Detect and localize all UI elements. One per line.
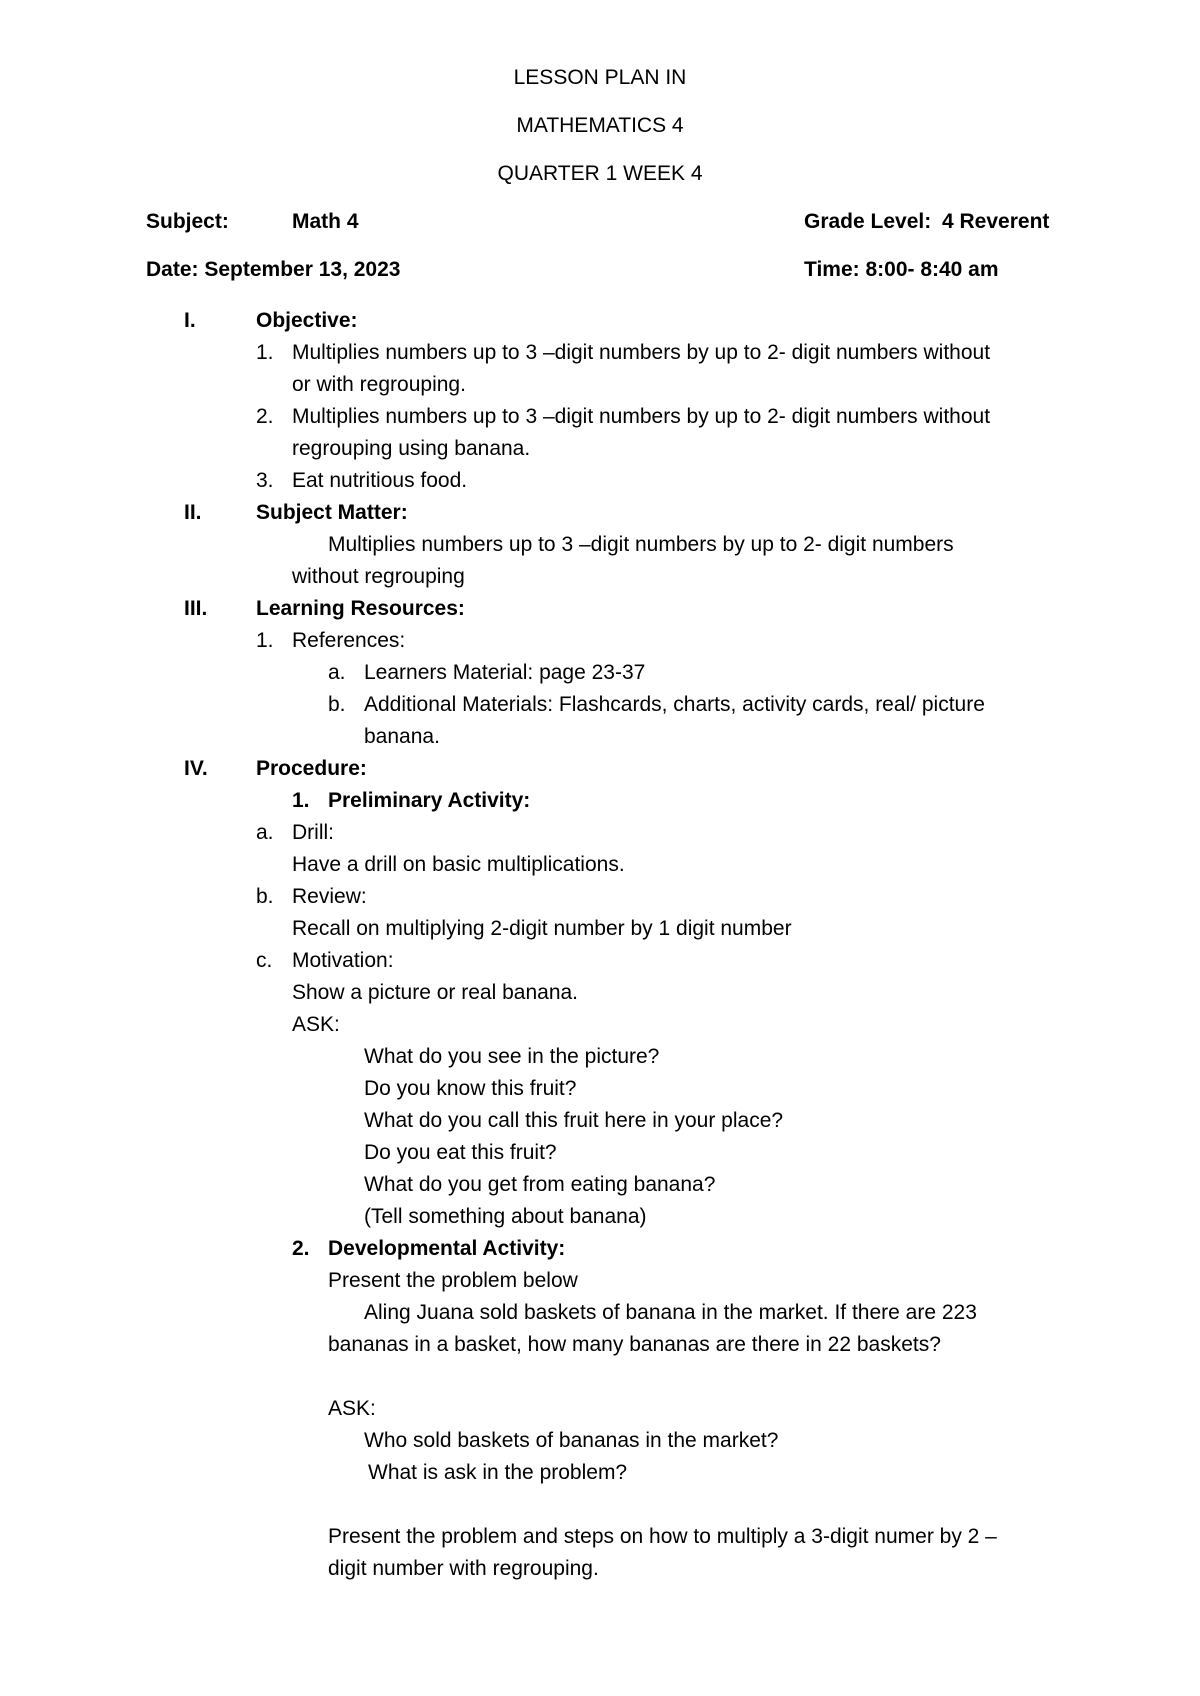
question-3: What do you call this fruit here in your place? (364, 1109, 784, 1132)
grade-level-value: 4 Reverent (942, 210, 1050, 233)
objective-1-line-2: or with regrouping. (292, 373, 466, 396)
resource-a-letter: a. (328, 661, 346, 684)
drill-letter: a. (256, 821, 274, 844)
review-letter: b. (256, 885, 274, 908)
question-4: Do you eat this fruit? (364, 1141, 557, 1164)
resources-heading: Learning Resources: (256, 597, 465, 620)
procedure-heading: Procedure: (256, 757, 367, 780)
subject-matter-line-1: Multiplies numbers up to 3 –digit numbers by up to 2- digit numbers (328, 533, 954, 556)
review-label: Review: (292, 885, 367, 908)
motivation-letter: c. (256, 949, 273, 972)
resource-a-text: Learners Material: page 23-37 (364, 661, 646, 684)
developmental-heading: Developmental Activity: (328, 1237, 566, 1260)
developmental-num: 2. (292, 1237, 310, 1260)
section-numeral-3: III. (184, 597, 208, 620)
resource-b-line-2: banana. (364, 725, 440, 748)
objective-num-3: 3. (256, 469, 274, 492)
title-line-1: LESSON PLAN IN (513, 66, 687, 89)
subject-value: Math 4 (292, 210, 359, 233)
title-line-3: QUARTER 1 WEEK 4 (497, 162, 703, 185)
ask-label: ASK: (292, 1013, 340, 1036)
section-numeral-1: I. (184, 309, 196, 332)
final-instruction-line-2: digit number with regrouping. (328, 1557, 599, 1580)
references-label: References: (292, 629, 406, 652)
ask-label-2: ASK: (328, 1397, 376, 1420)
ask2-question-2: What is ask in the problem? (368, 1461, 628, 1484)
problem-line-1: Aling Juana sold baskets of banana in the market. If there are 223 (364, 1301, 977, 1324)
grade-level-label: Grade Level: (804, 210, 932, 233)
section-numeral-4: IV. (184, 757, 208, 780)
question-2: Do you know this fruit? (364, 1077, 577, 1100)
present-problem-text: Present the problem below (328, 1269, 578, 1292)
problem-line-2: bananas in a basket, how many bananas are there in 22 baskets? (328, 1333, 941, 1356)
objective-2-line-2: regrouping using banana. (292, 437, 531, 460)
section-numeral-2: II. (184, 501, 202, 524)
question-1: What do you see in the picture? (364, 1045, 660, 1068)
question-6: (Tell something about banana) (364, 1205, 647, 1228)
objective-2-line-1: Multiplies numbers up to 3 –digit numbers by up to 2- digit numbers without (292, 405, 991, 428)
ask2-question-1: Who sold baskets of bananas in the market? (364, 1429, 779, 1452)
motivation-text: Show a picture or real banana. (292, 981, 579, 1004)
date-text: Date: September 13, 2023 (146, 258, 401, 281)
drill-text: Have a drill on basic multiplications. (292, 853, 625, 876)
subject-matter-heading: Subject Matter: (256, 501, 408, 524)
objective-3-line-1: Eat nutritious food. (292, 469, 468, 492)
drill-label: Drill: (292, 821, 334, 844)
objective-heading: Objective: (256, 309, 358, 332)
objective-num-2: 2. (256, 405, 274, 428)
preliminary-heading: Preliminary Activity: (328, 789, 531, 812)
title-line-2: MATHEMATICS 4 (516, 114, 684, 137)
references-num: 1. (256, 629, 274, 652)
time-text: Time: 8:00- 8:40 am (804, 258, 999, 281)
objective-1-line-1: Multiplies numbers up to 3 –digit numbers by up to 2- digit numbers without (292, 341, 991, 364)
subject-label: Subject: (146, 210, 229, 233)
resource-b-letter: b. (328, 693, 346, 716)
question-5: What do you get from eating banana? (364, 1173, 716, 1196)
final-instruction-line-1: Present the problem and steps on how to multiply a 3-digit numer by 2 – (328, 1525, 997, 1548)
motivation-label: Motivation: (292, 949, 394, 972)
resource-b-line-1: Additional Materials: Flashcards, charts, activity cards, real/ picture (364, 693, 985, 716)
preliminary-num: 1. (292, 789, 310, 812)
objective-num-1: 1. (256, 341, 274, 364)
subject-matter-line-2: without regrouping (292, 565, 465, 588)
review-text: Recall on multiplying 2-digit number by 1 digit number (292, 917, 792, 940)
